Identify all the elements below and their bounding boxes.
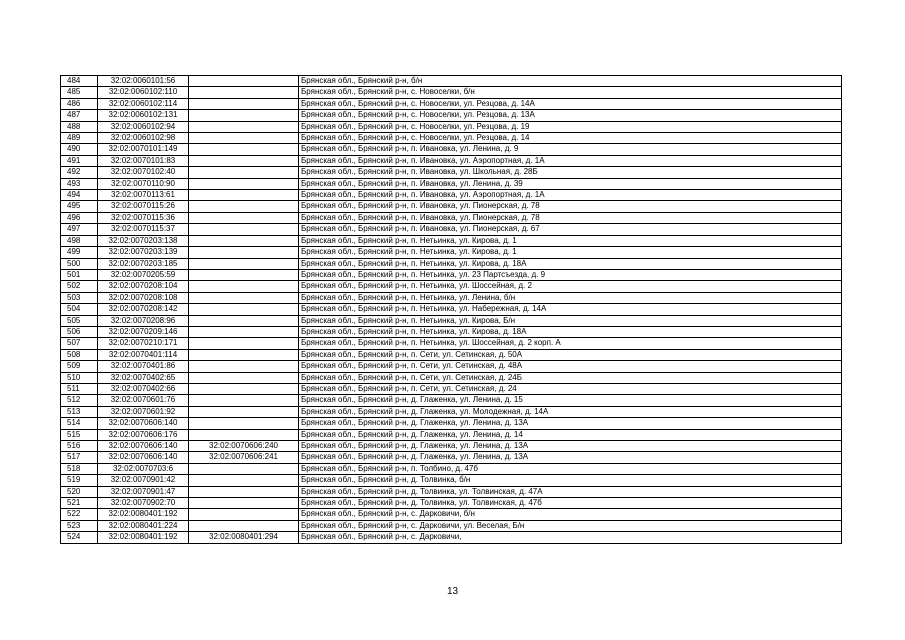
address-cell: Брянская обл., Брянский р-н, с. Новоселки, ул. Резцова, д. 14А	[299, 98, 842, 109]
page-number: 13	[446, 586, 459, 597]
address-cell: Брянская обл., Брянский р-н, п. Нетьинка, ул. Кирова, Б/н	[299, 315, 842, 326]
cadastral-number-cell: 32:02:0070401:114	[98, 349, 189, 360]
row-number-cell: 489	[61, 133, 98, 144]
cadastral-number-cell: 32:02:0070209:146	[98, 326, 189, 337]
row-number-cell: 503	[61, 292, 98, 303]
cadastral-number-cell: 32:02:0070401:86	[98, 361, 189, 372]
address-cell: Брянская обл., Брянский р-н, д. Глаженка, ул. Ленина, д. 15	[299, 395, 842, 406]
table-row	[61, 247, 842, 258]
cadastral-number-cell: 32:02:0070203:185	[98, 258, 189, 269]
table-row	[61, 463, 842, 474]
table-row	[61, 281, 842, 292]
row-number-cell: 495	[61, 201, 98, 212]
table-row	[61, 133, 842, 144]
address-cell: Брянская обл., Брянский р-н, п. Ивановка, ул. Ленина, д. 9	[299, 144, 842, 155]
address-cell: Брянская обл., Брянский р-н, п. Нетьинка, ул. Кирова, д. 1	[299, 235, 842, 246]
cadastral-number-cell: 32:02:0070901:42	[98, 475, 189, 486]
related-cadastral-number-cell: 32:02:0070606:241	[189, 452, 299, 463]
cadastral-number-cell: 32:02:0070606:140	[98, 418, 189, 429]
related-cadastral-number-cell	[189, 372, 299, 383]
row-number-cell: 513	[61, 406, 98, 417]
row-number-cell: 494	[61, 190, 98, 201]
table-row	[61, 520, 842, 531]
address-cell: Брянская обл., Брянский р-н, д. Глаженка, ул. Молодежная, д. 14А	[299, 406, 842, 417]
related-cadastral-number-cell	[189, 201, 299, 212]
table-row	[61, 110, 842, 121]
address-cell: Брянская обл., Брянский р-н, п. Ивановка, ул. Пионерская, д. 67	[299, 224, 842, 235]
related-cadastral-number-cell	[189, 190, 299, 201]
cadastral-number-cell: 32:02:0070902:70	[98, 498, 189, 509]
cadastral-number-cell: 32:02:0070101:149	[98, 144, 189, 155]
row-number-cell: 520	[61, 486, 98, 497]
related-cadastral-number-cell	[189, 406, 299, 417]
row-number-cell: 486	[61, 98, 98, 109]
address-cell: Брянская обл., Брянский р-н, д. Глаженка, ул. Ленина, д. 13А	[299, 418, 842, 429]
related-cadastral-number-cell	[189, 349, 299, 360]
table-row	[61, 292, 842, 303]
address-cell: Брянская обл., Брянский р-н, п. Ивановка, ул. Ленина, д. 39	[299, 178, 842, 189]
row-number-cell: 491	[61, 155, 98, 166]
table-row	[61, 498, 842, 509]
row-number-cell: 498	[61, 235, 98, 246]
related-cadastral-number-cell	[189, 486, 299, 497]
row-number-cell: 488	[61, 121, 98, 132]
address-cell: Брянская обл., Брянский р-н, с. Новоселки, ул. Резцова, д. 19	[299, 121, 842, 132]
related-cadastral-number-cell	[189, 475, 299, 486]
cadastral-number-cell: 32:02:0070703:6	[98, 463, 189, 474]
row-number-cell: 493	[61, 178, 98, 189]
table-row	[61, 167, 842, 178]
cadastral-number-cell: 32:02:0070113:61	[98, 190, 189, 201]
address-cell: Брянская обл., Брянский р-н, п. Сети, ул. Сетинская, д. 24	[299, 383, 842, 394]
related-cadastral-number-cell	[189, 520, 299, 531]
registry-table	[60, 75, 842, 544]
table-row	[61, 121, 842, 132]
row-number-cell: 497	[61, 224, 98, 235]
table-row	[61, 475, 842, 486]
related-cadastral-number-cell	[189, 463, 299, 474]
related-cadastral-number-cell	[189, 315, 299, 326]
row-number-cell: 500	[61, 258, 98, 269]
related-cadastral-number-cell	[189, 98, 299, 109]
table-row	[61, 326, 842, 337]
table-row	[61, 201, 842, 212]
address-cell: Брянская обл., Брянский р-н, п. Сети, ул. Сетинская, д. 50А	[299, 349, 842, 360]
related-cadastral-number-cell	[189, 178, 299, 189]
related-cadastral-number-cell	[189, 269, 299, 280]
cadastral-number-cell: 32:02:0070101:83	[98, 155, 189, 166]
cadastral-number-cell: 32:02:0080401:224	[98, 520, 189, 531]
related-cadastral-number-cell	[189, 326, 299, 337]
table-row	[61, 269, 842, 280]
row-number-cell: 518	[61, 463, 98, 474]
address-cell: Брянская обл., Брянский р-н, п. Сети, ул. Сетинская, д. 48А	[299, 361, 842, 372]
table-row	[61, 418, 842, 429]
cadastral-number-cell: 32:02:0070402:66	[98, 383, 189, 394]
table-row	[61, 190, 842, 201]
table-row	[61, 87, 842, 98]
address-cell: Брянская обл., Брянский р-н, с. Дарковичи, б/н	[299, 509, 842, 520]
table-row	[61, 76, 842, 87]
address-cell: Брянская обл., Брянский р-н, с. Новоселки, ул. Резцова, д. 13А	[299, 110, 842, 121]
address-cell: Брянская обл., Брянский р-н, п. Нетьинка, ул. Шоссейная, д. 2	[299, 281, 842, 292]
related-cadastral-number-cell	[189, 429, 299, 440]
row-number-cell: 511	[61, 383, 98, 394]
row-number-cell: 517	[61, 452, 98, 463]
row-number-cell: 515	[61, 429, 98, 440]
related-cadastral-number-cell	[189, 395, 299, 406]
address-cell: Брянская обл., Брянский р-н, с. Дарковичи, ул. Веселая, Б/н	[299, 520, 842, 531]
table-row	[61, 532, 842, 543]
address-cell: Брянская обл., Брянский р-н, с. Дарковичи,	[299, 532, 842, 543]
cadastral-number-cell: 32:02:0070601:76	[98, 395, 189, 406]
table-row	[61, 452, 842, 463]
cadastral-number-cell: 32:02:0070606:140	[98, 441, 189, 452]
address-cell: Брянская обл., Брянский р-н, п. Толбино, д. 47б	[299, 463, 842, 474]
row-number-cell: 512	[61, 395, 98, 406]
cadastral-number-cell: 32:02:0070208:104	[98, 281, 189, 292]
related-cadastral-number-cell	[189, 76, 299, 87]
address-cell: Брянская обл., Брянский р-н, д. Толвинка, ул. Толвинская, д. 47А	[299, 486, 842, 497]
table-row	[61, 509, 842, 520]
address-cell: Брянская обл., Брянский р-н, д. Глаженка, ул. Ленина, д. 14	[299, 429, 842, 440]
cadastral-number-cell: 32:02:0060102:114	[98, 98, 189, 109]
table-row	[61, 383, 842, 394]
table-row	[61, 338, 842, 349]
related-cadastral-number-cell	[189, 498, 299, 509]
related-cadastral-number-cell	[189, 133, 299, 144]
cadastral-number-cell: 32:02:0070110:90	[98, 178, 189, 189]
address-cell: Брянская обл., Брянский р-н, п. Ивановка, ул. Пионерская, д. 78	[299, 201, 842, 212]
related-cadastral-number-cell	[189, 224, 299, 235]
cadastral-number-cell: 32:02:0070208:108	[98, 292, 189, 303]
table-row	[61, 224, 842, 235]
address-cell: Брянская обл., Брянский р-н, п. Ивановка, ул. Аэропортная, д. 1А	[299, 155, 842, 166]
table-row	[61, 429, 842, 440]
address-cell: Брянская обл., Брянский р-н, п. Нетьинка, ул. Кирова, д. 18А	[299, 326, 842, 337]
related-cadastral-number-cell	[189, 247, 299, 258]
table-row	[61, 486, 842, 497]
row-number-cell: 485	[61, 87, 98, 98]
row-number-cell: 506	[61, 326, 98, 337]
cadastral-number-cell: 32:02:0070115:37	[98, 224, 189, 235]
cadastral-number-cell: 32:02:0070402:65	[98, 372, 189, 383]
row-number-cell: 490	[61, 144, 98, 155]
cadastral-number-cell: 32:02:0080401:192	[98, 532, 189, 543]
related-cadastral-number-cell	[189, 87, 299, 98]
table-row	[61, 441, 842, 452]
address-cell: Брянская обл., Брянский р-н, д. Толвинка, б/н	[299, 475, 842, 486]
table-row	[61, 98, 842, 109]
row-number-cell: 505	[61, 315, 98, 326]
related-cadastral-number-cell	[189, 144, 299, 155]
address-cell: Брянская обл., Брянский р-н, д. Глаженка, ул. Ленина, д. 13А	[299, 441, 842, 452]
cadastral-number-cell: 32:02:0070115:26	[98, 201, 189, 212]
row-number-cell: 521	[61, 498, 98, 509]
table-row	[61, 155, 842, 166]
address-cell: Брянская обл., Брянский р-н, д. Толвинка, ул. Толвинская, д. 47б	[299, 498, 842, 509]
row-number-cell: 509	[61, 361, 98, 372]
table-row	[61, 406, 842, 417]
table-row	[61, 144, 842, 155]
related-cadastral-number-cell	[189, 292, 299, 303]
related-cadastral-number-cell	[189, 235, 299, 246]
table-row	[61, 258, 842, 269]
address-cell: Брянская обл., Брянский р-н, п. Ивановка, ул. Пионерская, д. 78	[299, 212, 842, 223]
related-cadastral-number-cell	[189, 155, 299, 166]
address-cell: Брянская обл., Брянский р-н, п. Нетьинка, ул. 23 Партсъезда, д. 9	[299, 269, 842, 280]
row-number-cell: 510	[61, 372, 98, 383]
table-row	[61, 361, 842, 372]
related-cadastral-number-cell	[189, 361, 299, 372]
row-number-cell: 484	[61, 76, 98, 87]
cadastral-number-cell: 32:02:0070606:140	[98, 452, 189, 463]
related-cadastral-number-cell	[189, 509, 299, 520]
registry-body	[61, 76, 842, 544]
table-row	[61, 349, 842, 360]
address-cell: Брянская обл., Брянский р-н, с. Новоселки, ул. Резцова, д. 14	[299, 133, 842, 144]
row-number-cell: 502	[61, 281, 98, 292]
cadastral-number-cell: 32:02:0070208:142	[98, 304, 189, 315]
address-cell: Брянская обл., Брянский р-н, п. Нетьинка, ул. Ленина, б/н	[299, 292, 842, 303]
row-number-cell: 522	[61, 509, 98, 520]
row-number-cell: 501	[61, 269, 98, 280]
cadastral-number-cell: 32:02:0070203:139	[98, 247, 189, 258]
cadastral-number-cell: 32:02:0070601:92	[98, 406, 189, 417]
related-cadastral-number-cell	[189, 383, 299, 394]
row-number-cell: 516	[61, 441, 98, 452]
cadastral-number-cell: 32:02:0060102:94	[98, 121, 189, 132]
row-number-cell: 524	[61, 532, 98, 543]
related-cadastral-number-cell	[189, 167, 299, 178]
address-cell: Брянская обл., Брянский р-н, с. Новоселки, б/н	[299, 87, 842, 98]
row-number-cell: 492	[61, 167, 98, 178]
table-row	[61, 372, 842, 383]
row-number-cell: 499	[61, 247, 98, 258]
related-cadastral-number-cell	[189, 121, 299, 132]
address-cell: Брянская обл., Брянский р-н, п. Ивановка, ул. Аэропортная, д. 1А	[299, 190, 842, 201]
address-cell: Брянская обл., Брянский р-н, д. Глаженка, ул. Ленина, д. 13А	[299, 452, 842, 463]
cadastral-number-cell: 32:02:0060102:131	[98, 110, 189, 121]
cadastral-number-cell: 32:02:0070901:47	[98, 486, 189, 497]
table-row	[61, 395, 842, 406]
cadastral-number-cell: 32:02:0080401:192	[98, 509, 189, 520]
cadastral-number-cell: 32:02:0070203:138	[98, 235, 189, 246]
cadastral-number-cell: 32:02:0070115:36	[98, 212, 189, 223]
cadastral-number-cell: 32:02:0070210:171	[98, 338, 189, 349]
address-cell: Брянская обл., Брянский р-н, б/н	[299, 76, 842, 87]
table-row	[61, 235, 842, 246]
row-number-cell: 487	[61, 110, 98, 121]
address-cell: Брянская обл., Брянский р-н, п. Сети, ул. Сетинская, д. 24Б	[299, 372, 842, 383]
table-row	[61, 178, 842, 189]
row-number-cell: 508	[61, 349, 98, 360]
address-cell: Брянская обл., Брянский р-н, п. Нетьинка, ул. Шоссейная, д. 2 корп. А	[299, 338, 842, 349]
cadastral-number-cell: 32:02:0070102:40	[98, 167, 189, 178]
cadastral-number-cell: 32:02:0060101:56	[98, 76, 189, 87]
related-cadastral-number-cell	[189, 212, 299, 223]
address-cell: Брянская обл., Брянский р-н, п. Нетьинка, ул. Кирова, д. 18А	[299, 258, 842, 269]
related-cadastral-number-cell	[189, 110, 299, 121]
related-cadastral-number-cell	[189, 281, 299, 292]
row-number-cell: 507	[61, 338, 98, 349]
related-cadastral-number-cell: 32:02:0080401:294	[189, 532, 299, 543]
row-number-cell: 519	[61, 475, 98, 486]
related-cadastral-number-cell	[189, 258, 299, 269]
related-cadastral-number-cell	[189, 338, 299, 349]
cadastral-number-cell: 32:02:0060102:98	[98, 133, 189, 144]
cadastral-number-cell: 32:02:0070208:96	[98, 315, 189, 326]
cadastral-number-cell: 32:02:0070205:59	[98, 269, 189, 280]
address-cell: Брянская обл., Брянский р-н, п. Нетьинка, ул. Кирова, д. 1	[299, 247, 842, 258]
row-number-cell: 514	[61, 418, 98, 429]
table-row	[61, 212, 842, 223]
related-cadastral-number-cell	[189, 418, 299, 429]
row-number-cell: 504	[61, 304, 98, 315]
table-row	[61, 304, 842, 315]
row-number-cell: 496	[61, 212, 98, 223]
cadastral-number-cell: 32:02:0060102:110	[98, 87, 189, 98]
address-cell: Брянская обл., Брянский р-н, п. Нетьинка, ул. Набережная, д. 14А	[299, 304, 842, 315]
cadastral-number-cell: 32:02:0070606:176	[98, 429, 189, 440]
related-cadastral-number-cell	[189, 304, 299, 315]
address-cell: Брянская обл., Брянский р-н, п. Ивановка, ул. Школьная, д. 28Б	[299, 167, 842, 178]
table-row	[61, 315, 842, 326]
row-number-cell: 523	[61, 520, 98, 531]
related-cadastral-number-cell: 32:02:0070606:240	[189, 441, 299, 452]
